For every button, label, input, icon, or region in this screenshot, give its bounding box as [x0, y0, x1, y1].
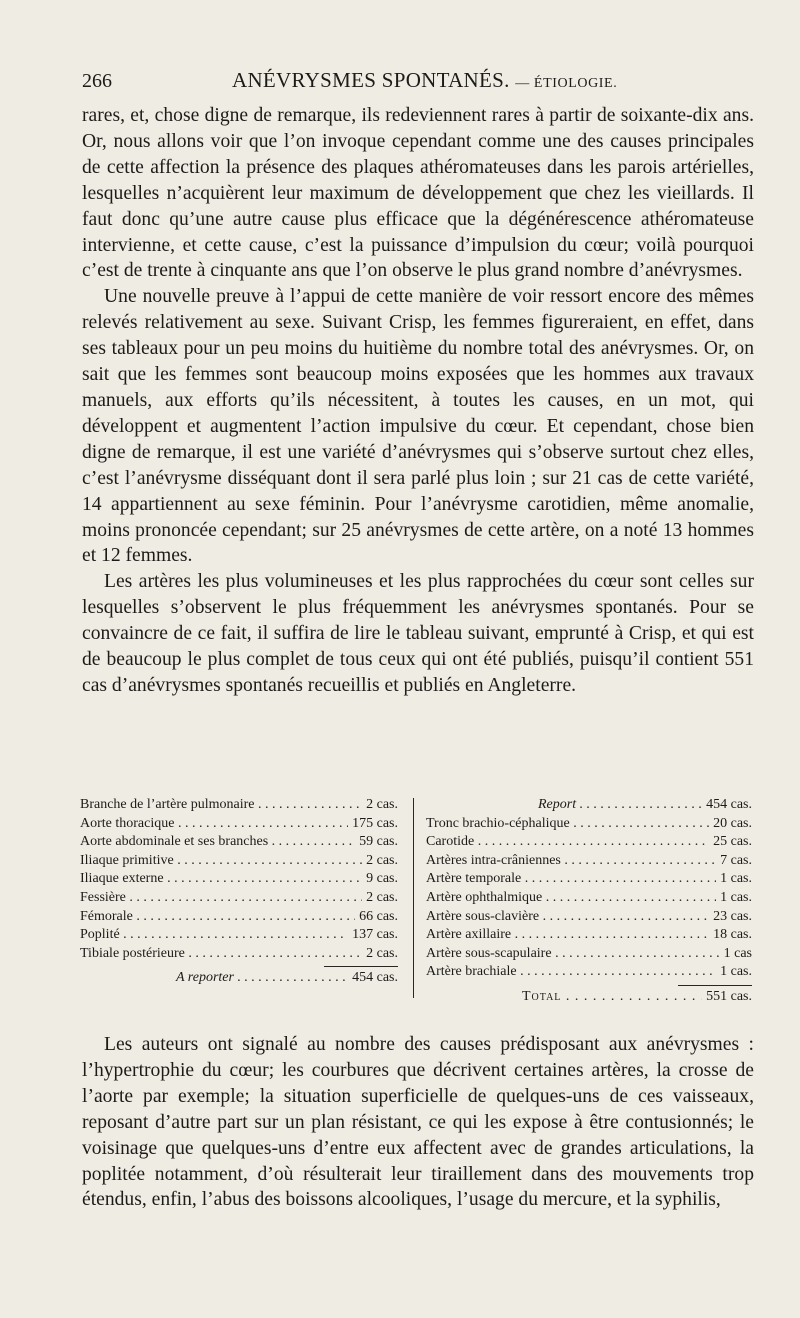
crisp-aneurysm-table [80, 796, 752, 1008]
row-label: Artères intra-crâniennes . . . [426, 852, 752, 871]
running-title [232, 68, 617, 93]
row-value: 23 cas. [709, 908, 752, 927]
row-label: Artère temporale . . . [426, 870, 752, 889]
row-label: Fessière . . . [80, 889, 398, 908]
carry-value: 454 cas. [348, 969, 398, 988]
row-value: 1 cas [720, 945, 752, 964]
row-value: 2 cas. [362, 889, 398, 908]
row-label: Aorte thoracique . . . [80, 815, 398, 834]
body-text-bottom [82, 1032, 754, 1213]
table-row [80, 908, 398, 927]
row-label: Artère sous-clavière . . . [426, 908, 752, 927]
row-label: Tronc brachio-céphalique . . . [426, 815, 752, 834]
row-value: 2 cas. [362, 852, 398, 871]
table-row [80, 852, 398, 871]
paragraph-2: Une nouvelle preuve à l’appui de cette manière de voir ressort encore des mêmes relevés relativement au sexe. Suivant Crisp, les femmes figureraient, en effet, dans ses tableaux pour un peu moins du huitième du nombre total des anévrysmes. Or, on sait que les femmes sont beaucoup moins exposées que les hommes aux travaux manuels, aux efforts qu’ils nécessitent, à toutes les causes, en un mot, qui développent et augmentent l’action impulsive du cœur. Et cependant, chose bien digne de remarque, il est une variété d’anévrysmes qui s’observe surtout chez elles, c’est l’anévrysme disséquant dont il sera parlé plus loin ; sur 21 cas de cette variété, 14 appartiennent au sexe féminin. Pour l’anévrysme carotidien, même anomalie, moins prononcée cependant; sur 25 anévrysmes de cette artère, on a noté 13 hommes et 12 femmes. [82, 286, 754, 567]
row-value: 1 cas. [716, 963, 752, 982]
table-right-column [426, 796, 752, 1007]
paragraph-1: rares, et, chose digne de remarque, ils redeviennent rares à partir de soixante-dix ans. Or, nous allons voir que l’on invoque cependant comme une des causes principales de cette affection la présence des plaques athéromateuses dans les parois artérielles, lesquelles n’acquièrent leur maximum de développement que chez les vieillards. Il faut donc qu’une autre cause plus efficace que la dégénérescence athéromateuse intervienne, et cette cause, c’est la puissance d’impulsion du cœur; voilà pourquoi c’est de trente à cinquante ans que l’on observe le plus grand nombre d’anévrysmes. [82, 105, 754, 282]
row-label: Poplité . . . [80, 926, 398, 945]
table-row [80, 796, 398, 815]
row-value: 9 cas. [362, 870, 398, 889]
table-row [80, 870, 398, 889]
table-row [80, 926, 398, 945]
row-label: Carotide . . . [426, 833, 752, 852]
row-value: 20 cas. [709, 815, 752, 834]
table-row [426, 889, 752, 908]
table-left-column [80, 796, 398, 988]
table-row [426, 945, 752, 964]
table-row [426, 926, 752, 945]
report-row [426, 796, 752, 815]
total-row [426, 988, 752, 1007]
report-label: Report . . . [538, 796, 752, 815]
table-row [80, 815, 398, 834]
row-label: Aorte abdominale et ses branches . . . [80, 833, 398, 852]
table-row [80, 889, 398, 908]
total-label: Total . . . [522, 988, 752, 1007]
paragraph-4: Les auteurs ont signalé au nombre des causes prédisposant aux anévrysmes : l’hypertrophie du cœur; les courbures que décrivent certaines artères, la crosse de l’aorte par exemple; la situation superficielle de quelques-uns de ces vaisseaux, reposant d’autre part sur un plan résistant, ce qui les expose à être contusionnés; le voisinage que quelques-uns d’entre eux affectent avec de grandes articulations, la poplitée notamment, d’où résulterait leur tiraillement dans des mouvements trop étendus, enfin, l’abus des boissons alcooliques, l’usage du mercure, et la syphilis, [82, 1034, 754, 1211]
page-number: 266 [82, 70, 112, 92]
table-row [426, 908, 752, 927]
row-value: 18 cas. [709, 926, 752, 945]
body-text-top [82, 103, 754, 699]
row-label: Branche de l’artère pulmonaire . . . [80, 796, 398, 815]
total-value: 551 cas. [702, 988, 752, 1007]
row-value: 66 cas. [355, 908, 398, 927]
row-label: Artère axillaire . . . [426, 926, 752, 945]
table-row [426, 870, 752, 889]
carry-forward-row [80, 969, 398, 988]
row-value: 25 cas. [709, 833, 752, 852]
running-title-section: — ÉTIOLOGIE. [515, 76, 618, 91]
row-value: 7 cas. [716, 852, 752, 871]
table-row [80, 833, 398, 852]
row-value: 59 cas. [355, 833, 398, 852]
paragraph-3: Les artères les plus volumineuses et les plus rapprochées du cœur sont celles sur lesquelles s’observent le plus fréquemment les anévrysmes spontanés. Pour se convaincre de ce fait, il suffira de lire le tableau suivant, emprunté à Crisp, et qui est de beaucoup le plus complet de tous ceux qui ont été publiés, puisqu’il contient 551 cas d’anévrysmes spontanés recueillis et publiés en Angleterre. [82, 571, 754, 696]
row-value: 1 cas. [716, 870, 752, 889]
column-divider [413, 798, 414, 998]
row-value: 2 cas. [362, 796, 398, 815]
report-value: 454 cas. [702, 796, 752, 815]
table-row [426, 852, 752, 871]
row-label: Tibiale postérieure . . . [80, 945, 398, 964]
row-value: 137 cas. [348, 926, 398, 945]
row-value: 175 cas. [348, 815, 398, 834]
row-label: Iliaque externe . . . [80, 870, 398, 889]
row-label: Artère sous-scapulaire . . . [426, 945, 752, 964]
table-row [426, 815, 752, 834]
row-label: Artère brachiale . . . [426, 963, 752, 982]
row-label: Artère ophthalmique . . . [426, 889, 752, 908]
row-label: Fémorale . . . [80, 908, 398, 927]
row-value: 1 cas. [716, 889, 752, 908]
row-value: 2 cas. [362, 945, 398, 964]
table-row [426, 833, 752, 852]
running-header [82, 66, 752, 98]
table-row [426, 963, 752, 982]
carry-label: A reporter . . . [176, 969, 398, 988]
row-label: Iliaque primitive . . . [80, 852, 398, 871]
table-row [80, 945, 398, 964]
running-title-main: ANÉVRYSMES SPONTANÉS. [232, 68, 510, 92]
